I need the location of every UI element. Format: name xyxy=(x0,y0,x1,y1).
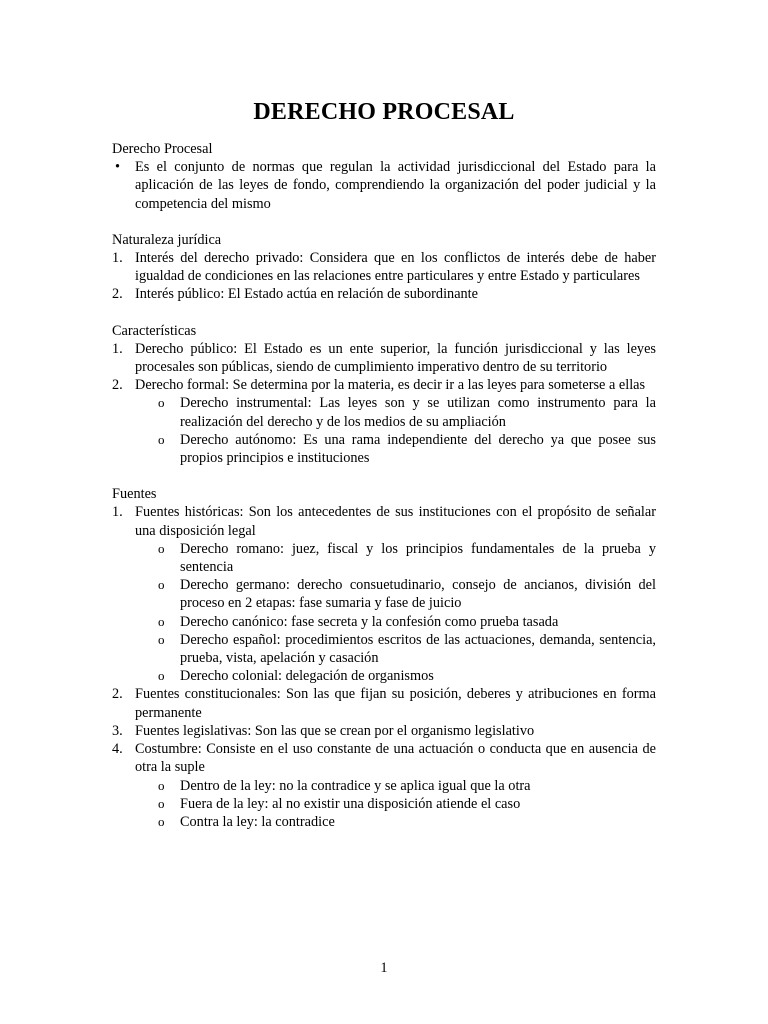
sub-list-item-text: Contra la ley: la contradice xyxy=(180,813,335,830)
sub-list-item-text: Derecho romano: juez, fiscal y los principios fundamentales de la prueba y sentencia xyxy=(180,540,656,576)
sub-list-item-text: Derecho canónico: fase secreta y la confesión como prueba tasada xyxy=(180,613,559,630)
sub-list-item-text: Derecho autónomo: Es una rama independiente del derecho ya que posee sus propios principios e instituciones xyxy=(180,431,656,467)
sub-list-item xyxy=(112,667,656,685)
circle-bullet-marker: o xyxy=(158,795,165,811)
section xyxy=(112,322,656,468)
sub-list-item-text: Derecho instrumental: Las leyes son y se utilizan como instrumento para la realización del derecho y de los medios de su ampliación xyxy=(180,395,656,430)
document-body xyxy=(112,140,656,849)
list-item-text: Costumbre: Consiste en el uso constante de una actuación o conducta que en ausencia de otra la suple xyxy=(135,741,656,776)
circle-bullet-marker: o xyxy=(158,577,165,593)
list-item-text: Interés del derecho privado: Considera que en los conflictos de interés debe de haber igualdad de condiciones en las relaciones entre particulares y entre Estado y particulares xyxy=(135,250,656,285)
list-item xyxy=(112,285,656,303)
circle-bullet-marker: o xyxy=(158,431,165,447)
sub-list-item xyxy=(112,613,656,631)
bullet-marker: • xyxy=(115,159,121,176)
list-item-text: Fuentes constitucionales: Son las que fijan su posición, deberes y atribuciones en forma permanente xyxy=(135,686,656,721)
circle-bullet-marker: o xyxy=(158,813,165,829)
sub-list xyxy=(112,777,656,832)
circle-bullet-marker: o xyxy=(158,395,165,411)
sub-list-item-text: Derecho colonial: delegación de organismos xyxy=(180,668,434,685)
list-number: 2. xyxy=(112,286,123,303)
list-number: 4. xyxy=(112,741,123,758)
section xyxy=(112,231,656,304)
sub-list-item xyxy=(112,540,656,576)
document-title: DERECHO PROCESAL xyxy=(253,99,515,126)
list-number: 1. xyxy=(112,340,123,357)
sub-list-item xyxy=(112,431,656,467)
sub-list-item xyxy=(112,394,656,430)
list-number: 3. xyxy=(112,722,123,739)
section-heading: Derecho Procesal xyxy=(112,141,213,157)
list-item-text: Es el conjunto de normas que regulan la actividad jurisdiccional del Estado para la aplicación de las leyes de fondo, comprendiendo la organización del poder judicial y la competencia del mismo xyxy=(135,159,656,212)
sub-list-item-text: Fuera de la ley: al no existir una disposición atiende el caso xyxy=(180,795,521,812)
circle-bullet-marker: o xyxy=(158,668,165,684)
list-number: 2. xyxy=(112,686,123,703)
sub-list-item xyxy=(112,813,656,831)
circle-bullet-marker: o xyxy=(158,613,165,629)
sub-list-item-text: Dentro de la ley: no la contradice y se aplica igual que la otra xyxy=(180,777,531,794)
page-number: 1 xyxy=(380,960,388,976)
section-heading: Fuentes xyxy=(112,486,157,503)
list-number: 1. xyxy=(112,504,123,521)
list-item xyxy=(112,685,656,721)
list-item xyxy=(112,503,656,539)
bullet-list xyxy=(112,158,656,213)
list-item xyxy=(112,158,656,213)
circle-bullet-marker: o xyxy=(158,540,165,556)
section xyxy=(112,140,656,213)
list-item xyxy=(112,340,656,376)
list-item-text: Interés público: El Estado actúa en relación de subordinante xyxy=(135,286,478,303)
sub-list xyxy=(112,394,656,467)
sub-list-item xyxy=(112,777,656,795)
list-item xyxy=(112,249,656,285)
list-item-text: Derecho público: El Estado es un ente superior, la función jurisdiccional y las leyes procesales son públicas, siendo de cumplimiento imperativo dentro de su territorio xyxy=(135,340,656,376)
numbered-list xyxy=(112,249,656,304)
list-item-text: Derecho formal: Se determina por la materia, es decir ir a las leyes para someterse a ellas xyxy=(135,377,646,394)
numbered-list xyxy=(112,340,656,467)
section xyxy=(112,485,656,831)
list-item xyxy=(112,722,656,740)
section-heading: Características xyxy=(112,322,197,339)
sub-list-item-text: Derecho español: procedimientos escritos de las actuaciones, demanda, sentencia, prueba, vista, apelación y casación xyxy=(180,631,656,667)
list-item xyxy=(112,376,656,394)
sub-list xyxy=(112,540,656,686)
list-item xyxy=(112,740,656,776)
circle-bullet-marker: o xyxy=(158,777,165,793)
section-heading: Naturaleza jurídica xyxy=(112,231,222,248)
sub-list-item-text: Derecho germano: derecho consuetudinario, consejo de ancianos, división del proceso en 2 etapas: fase sumaria y fase de juicio xyxy=(180,577,656,612)
list-number: 2. xyxy=(112,377,123,394)
list-item-text: Fuentes legislativas: Son las que se crean por el organismo legislativo xyxy=(135,722,535,739)
sub-list-item xyxy=(112,631,656,667)
numbered-list xyxy=(112,503,656,831)
list-item-text: Fuentes históricas: Son los antecedentes de sus instituciones con el propósito de señalar una disposición legal xyxy=(135,504,656,539)
circle-bullet-marker: o xyxy=(158,631,165,647)
list-number: 1. xyxy=(112,250,123,267)
sub-list-item xyxy=(112,795,656,813)
sub-list-item xyxy=(112,576,656,612)
